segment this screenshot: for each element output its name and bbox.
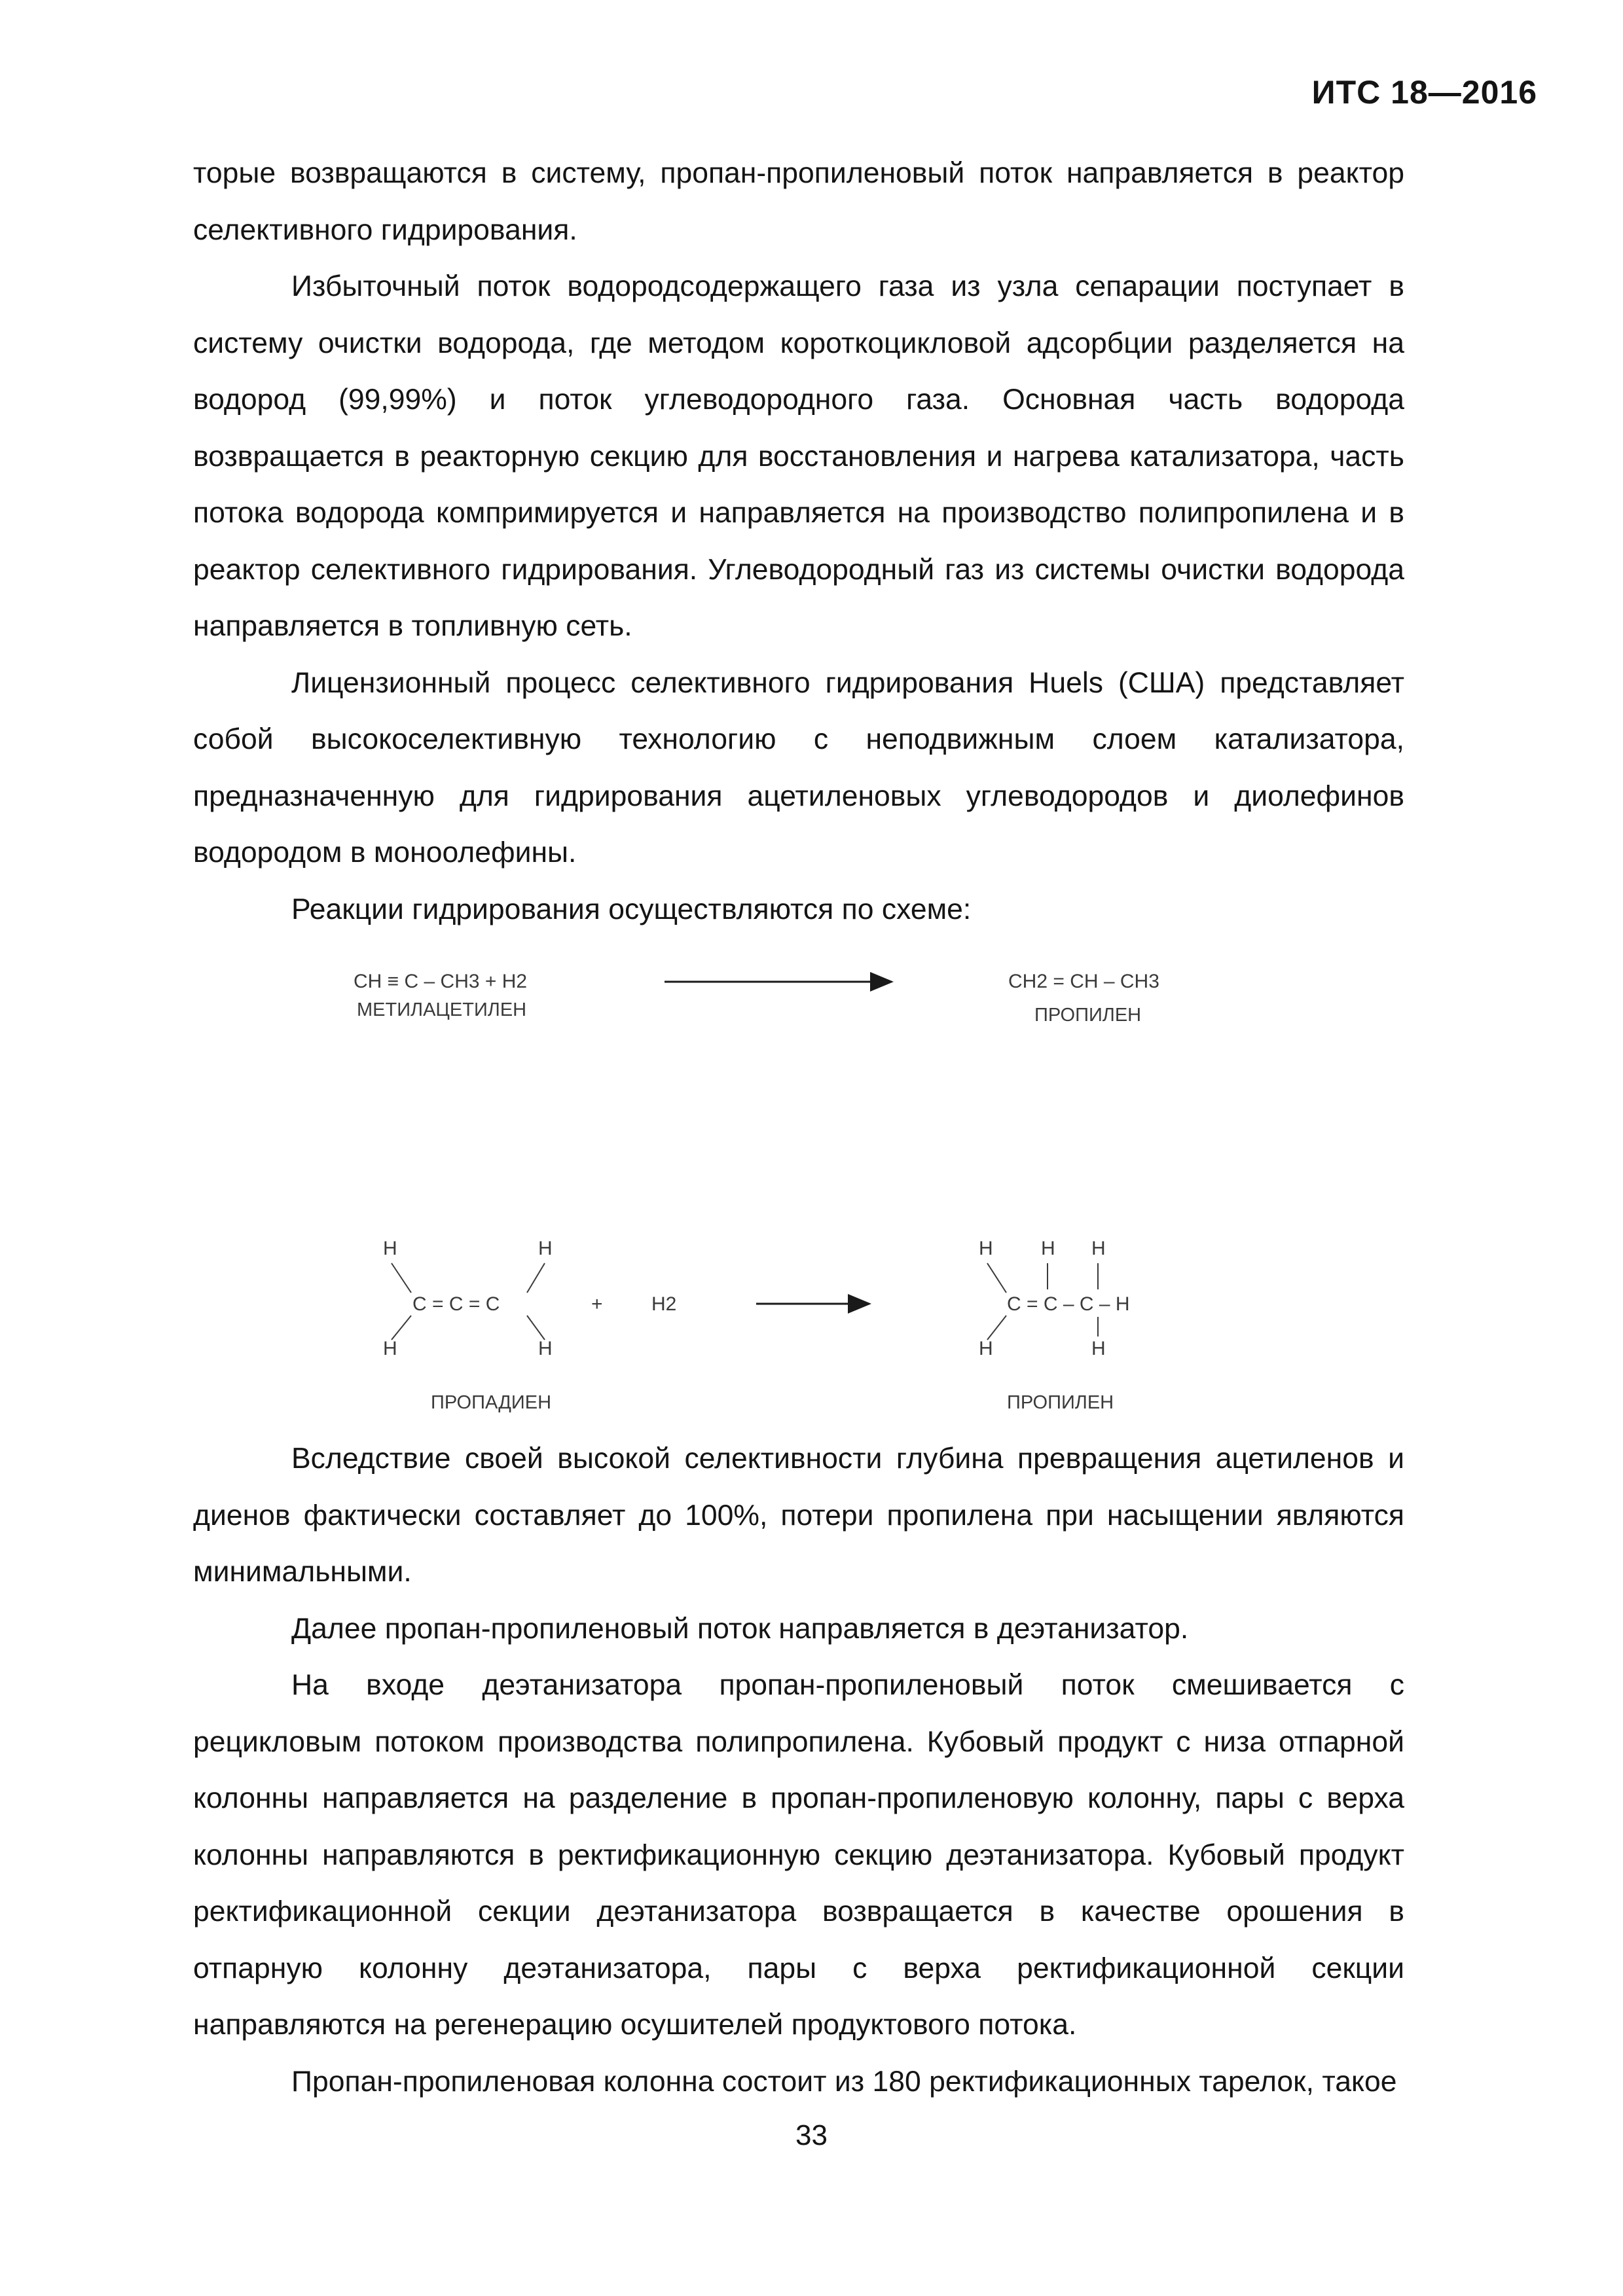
paragraph: На входе деэтанизатора пропан-пропиленовый поток смешивается с рецикловым потоком производства полипропилена. Кубовый продукт с низа отпарной колонны направляется на разделение в пропан-пропиленовую колонну, пары с верха колонны направляются в ректификационную секцию деэтанизатора. Кубовый продукт ректификационной секции деэтанизатора возвращается в качестве орошения в отпарную колонну деэтанизатора, пары с верха ректификационной секции направляются на регенерацию осушителей продуктового потока. [193, 1669, 1404, 2041]
reaction-scheme-figure [0, 936, 1623, 1446]
plus-sign: + [591, 1293, 603, 1315]
bond-line [527, 1263, 545, 1293]
paragraph: Реакции гидрирования осуществляются по схеме: [291, 893, 972, 925]
bond-line [987, 1263, 1006, 1293]
hydrogen-atom: H [538, 1338, 553, 1359]
hydrogen-atom: H [1041, 1238, 1055, 1259]
hydrogen-atom: H [1091, 1238, 1106, 1259]
hydrogen-atom: H [383, 1238, 397, 1259]
propylene-core: C = C – C – H [1007, 1293, 1130, 1315]
propylene-structure [979, 1238, 1130, 1359]
bond-line [987, 1316, 1006, 1340]
paragraph: Вследствие своей высокой селективности глубина превращения ацетиленов и диенов фактически составляет до 100%, потери пропилена при насыщении являются минимальными. [193, 1443, 1404, 1588]
hydrogen-atom: H [1091, 1338, 1106, 1359]
body-text-top [193, 145, 1404, 938]
hydrogen-atom: H [979, 1338, 993, 1359]
paragraph: Лицензионный процесс селективного гидрирования Huels (США) представляет собой высокоселективную технологию с неподвижным слоем катализатора, предназначенную для гидрирования ацетиленовых углеводородов и диолефинов водородом в моноолефины. [193, 666, 1404, 869]
bond-line [527, 1316, 545, 1340]
bond-line [392, 1316, 411, 1340]
reactant-name-methylacetylene: МЕТИЛАЦЕТИЛЕН [357, 999, 527, 1020]
propadiene-core: C = C = C [412, 1293, 500, 1315]
paragraph: Далее пропан-пропиленовый поток направляется в деэтанизатор. [291, 1612, 1189, 1645]
body-text-bottom [193, 1431, 1404, 2110]
hydrogen-molecule: H2 [651, 1293, 677, 1315]
document-code: ИТС 18—2016 [1311, 74, 1537, 111]
reactant-formula-methylacetylene: CH ≡ C – CH3 + H2 [354, 971, 528, 992]
bond-line [392, 1263, 411, 1293]
product-name-propylene: ПРОПИЛЕН [1007, 1392, 1114, 1413]
paragraph: торые возвращаются в систему, пропан-пропиленовый поток направляется в реактор селективного гидрирования. [193, 157, 1404, 246]
hydrogen-atom: H [538, 1238, 553, 1259]
product-name-propylene: ПРОПИЛЕН [1034, 1005, 1142, 1026]
paragraph: Избыточный поток водородсодержащего газа из узла сепарации поступает в систему очистки водорода, где методом короткоцикловой адсорбции разделяется на водород (99,99%) и поток углеводородного газа. Основная часть водорода возвращается в реакторную секцию для восстановления и нагрева катализатора, часть потока водорода компримируется и направляется на производство полипропилена и в реактор селективного гидрирования. Углеводородный газ из системы очистки водорода направляется в топливную сеть. [193, 270, 1404, 642]
hydrogen-atom: H [979, 1238, 993, 1259]
hydrogen-atom: H [383, 1338, 397, 1359]
reaction-scheme [0, 936, 1623, 1446]
page-number: 33 [795, 2119, 828, 2151]
propadiene-structure [383, 1238, 553, 1359]
paragraph: Пропан-пропиленовая колонна состоит из 180 ректификационных тарелок, такое [291, 2065, 1397, 2098]
reactant-name-propadiene: ПРОПАДИЕН [431, 1392, 552, 1413]
product-formula-propylene: CH2 = CH – CH3 [1008, 971, 1159, 992]
